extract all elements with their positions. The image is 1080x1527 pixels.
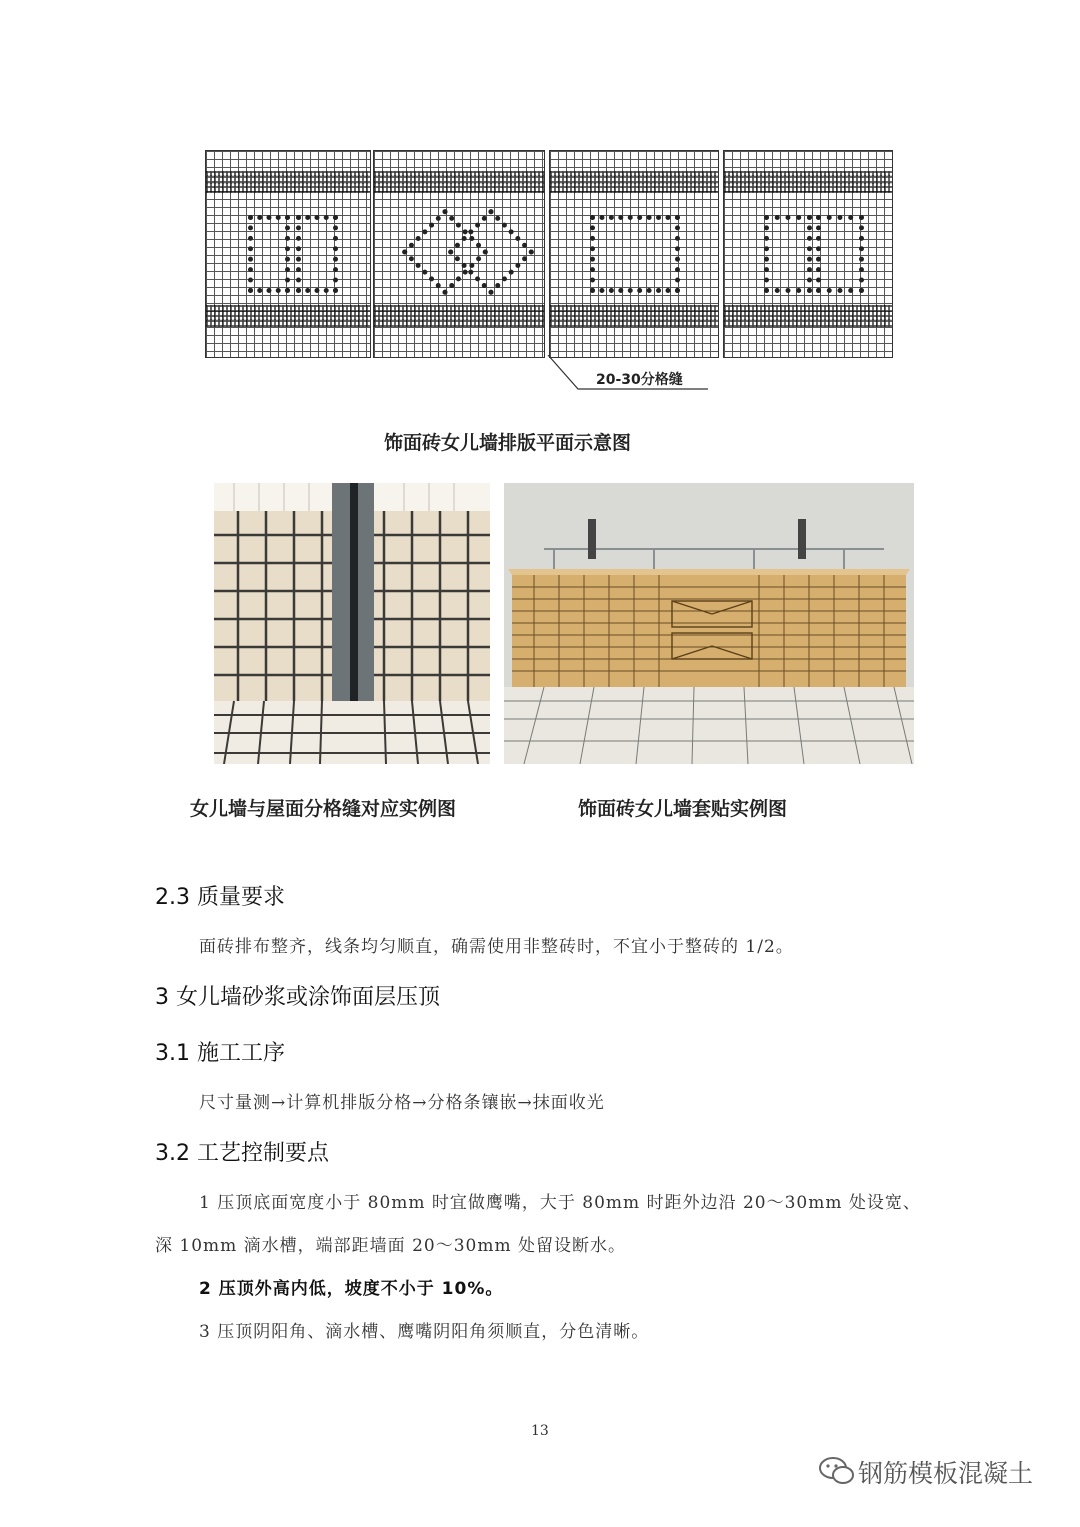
diagram-panel-1 [205,150,371,358]
item-1-line-1: 1 压顶底面宽度小于 80mm 时宜做鹰嘴，大于 80mm 时距外边沿 20～30mm 处设宽、 [199,1193,921,1213]
section-3-1-text: 尺寸量测→计算机排版分格→分格条镶嵌→抹面收光 [199,1093,605,1113]
parapet-cladding-photo [504,483,914,764]
wechat-icon [818,1455,856,1487]
photo-right-caption: 饰面砖女儿墙套贴实例图 [578,798,788,820]
diagram-caption: 饰面砖女儿墙排版平面示意图 [384,432,632,454]
section-3-2-title: 3.2 工艺控制要点 [155,1141,329,1166]
item-2: 2 压顶外高内低，坡度不小于 10%。 [199,1279,504,1299]
section-3-1-title: 3.1 施工工序 [155,1041,285,1066]
section-3-title: 3 女儿墙砂浆或涂饰面层压顶 [155,985,440,1010]
photo-left-caption: 女儿墙与屋面分格缝对应实例图 [190,798,457,820]
section-2-3-title: 2.3 质量要求 [155,885,285,910]
item-3: 3 压顶阴阳角、滴水槽、鹰嘴阴阳角须顺直，分色清晰。 [199,1322,650,1342]
page-number: 13 [531,1423,549,1439]
diagram-panel-2 [373,150,545,358]
watermark-text: 钢筋模板混凝土 [858,1459,1034,1488]
section-2-3-text: 面砖排布整齐，线条均匀顺直，确需使用非整砖时，不宜小于整砖的 1/2。 [199,937,794,957]
parapet-joint-photo [214,483,490,764]
item-1-line-2: 深 10mm 滴水槽，端部距墙面 20～30mm 处留设断水。 [155,1236,626,1256]
annotation-gap-label: 20-30分格缝 [596,372,683,388]
diagram-panel-4 [723,150,893,358]
diagram-panel-3 [549,150,719,358]
